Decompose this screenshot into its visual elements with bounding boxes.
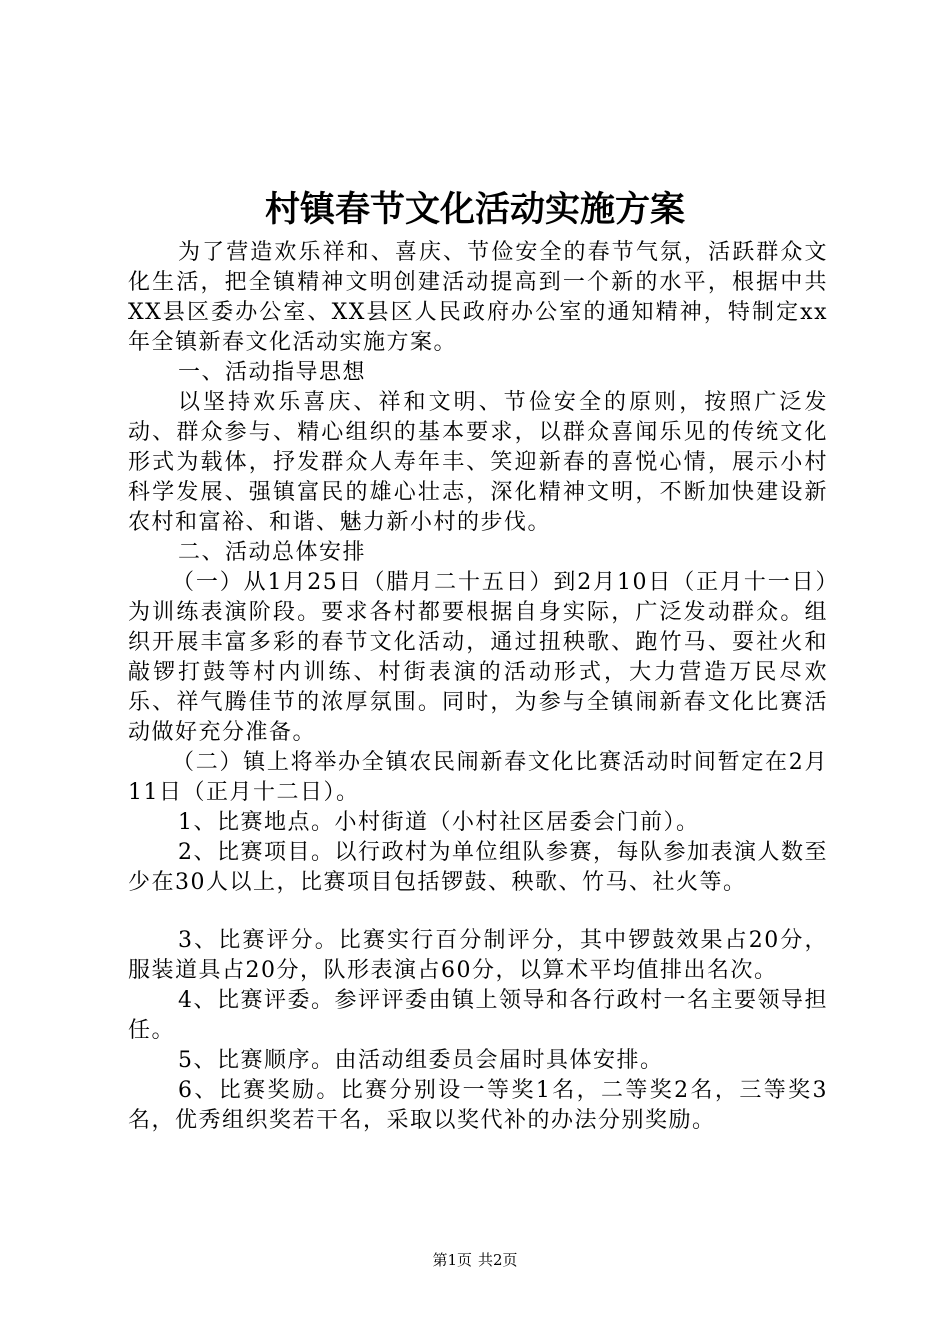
section-heading-overall-arrangement: 二、活动总体安排: [178, 540, 367, 565]
document-body: [128, 238, 828, 1136]
competition-scoring-item: 3、比赛评分。比赛实行百分制评分，其中锣鼓效果占20分，服装道具占20分，队形表演占60分，以算术平均值排出名次。: [128, 928, 828, 983]
page-number: 第1页: [432, 1251, 472, 1269]
arrangement-part-two: （二）镇上将举办全镇农民闹新春文化比赛活动时间暂定在2月11日（正月十二日）。: [128, 750, 828, 805]
competition-awards-item: 6、比赛奖励。比赛分别设一等奖1名，二等奖2名，三等奖3名，优秀组织奖若干名，采取以奖代补的办法分别奖励。: [128, 1078, 828, 1133]
paragraph-gap: [128, 898, 828, 926]
competition-judges-item: 4、比赛评委。参评评委由镇上领导和各行政村一名主要领导担任。: [128, 988, 828, 1043]
arrangement-part-one: （一）从1月25日（腊月二十五日）到2月10日（正月十一日）为训练表演阶段。要求各村都要根据自身实际，广泛发动群众。组织开展丰富多彩的春节文化活动，通过扭秧歌、跑竹马、耍社火和敲锣打鼓等村内训练、村街表演的活动形式，大力营造万民尽欢乐、祥气腾佳节的浓厚氛围。同时，为参与全镇闹新春文化比赛活动做好充分准备。: [128, 570, 828, 745]
competition-order-item: 5、比赛顺序。由活动组委员会届时具体安排。: [178, 1048, 664, 1073]
page-footer: [0, 1250, 950, 1270]
document-title: 村镇春节文化活动实施方案: [264, 189, 685, 230]
competition-venue-item: 1、比赛地点。小村街道（小村社区居委会门前）。: [178, 810, 700, 835]
guiding-ideology-paragraph: 以坚持欢乐喜庆、祥和文明、节俭安全的原则，按照广泛发动、群众参与、精心组织的基本要求，以群众喜闻乐见的传统文化形式为载体，抒发群众人寿年丰、笑迎新春的喜悦心情，展示小村科学发展、强镇富民的雄心壮志，深化精神文明，不断加快建设新农村和富裕、和谐、魅力新小村的步伐。: [128, 390, 828, 535]
page-total: 共2页: [478, 1251, 518, 1269]
section-heading-guiding-ideology: 一、活动指导思想: [178, 360, 367, 385]
intro-paragraph: 为了营造欢乐祥和、喜庆、节俭安全的春节气氛，活跃群众文化生活，把全镇精神文明创建活动提高到一个新的水平，根据中共XX县区委办公室、XX县区人民政府办公室的通知精神，特制定xx年全镇新春文化活动实施方案。: [128, 240, 828, 355]
competition-events-item: 2、比赛项目。以行政村为单位组队参赛，每队参加表演人数至少在30人以上，比赛项目包括锣鼓、秧歌、竹马、社火等。: [128, 840, 828, 895]
